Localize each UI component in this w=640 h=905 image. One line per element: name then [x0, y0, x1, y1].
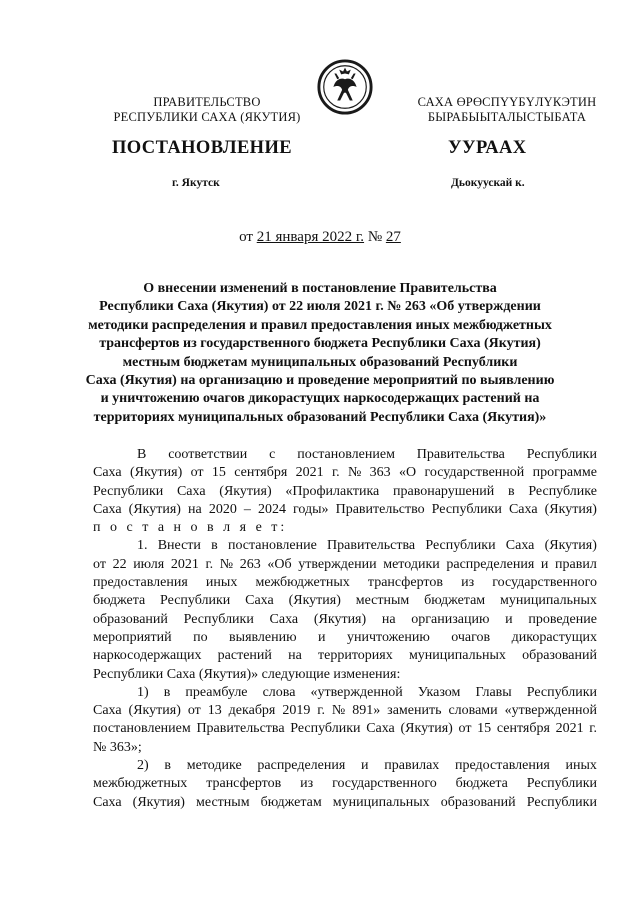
title-line: местным бюджетам муниципальных образований Республики [122, 354, 518, 370]
body-word: Саха [176, 483, 206, 499]
org-name-line: РЕСПУБЛИКИ САХА (ЯКУТИЯ) [113, 110, 301, 124]
body-word: уничтожению [347, 629, 430, 645]
body-word: выявлению [229, 629, 297, 645]
body-word: № [331, 703, 346, 719]
city-yakut: Дьокуускай к. [451, 177, 525, 189]
body-word: Правительства [327, 538, 416, 554]
body-line [93, 464, 597, 482]
body-word: слова [262, 684, 296, 700]
body-word: организацию [411, 611, 490, 627]
body-word: № [219, 556, 234, 572]
body-word: в [164, 758, 172, 774]
body-word: (Якутия) [313, 611, 367, 627]
body-word: (Якутия) [128, 703, 181, 719]
body-word: декабря [228, 703, 276, 719]
body-word: от [187, 703, 201, 719]
body-line [93, 537, 597, 555]
body-word: словами [448, 703, 498, 719]
body-word: «Об [267, 556, 292, 572]
body-word: от [458, 721, 472, 737]
body-word: Правительства [196, 721, 285, 737]
body-word: Республики [290, 721, 361, 737]
body-word: 2021 [170, 556, 199, 572]
body-line: № 363»; [93, 739, 142, 755]
body-word: Республики [526, 447, 597, 462]
document-title [80, 280, 560, 427]
body-word: № [347, 465, 362, 481]
org-name-yakut [382, 95, 632, 125]
title-line: Саха (Якутия) на организацию и проведение мероприятий по выявлению [85, 373, 555, 389]
body-word: трансфертов [367, 575, 443, 591]
body-word: программе [532, 465, 597, 481]
body-line: п о с т а н о в л я е т: [93, 520, 288, 536]
body-word: (Якутия) [219, 483, 272, 499]
body-word: июля [133, 556, 165, 572]
body-word: постановлением [93, 721, 191, 737]
body-word: соответствии [168, 447, 248, 462]
title-line: и уничтожению очагов дикорастущих наркосодержащих растений на [100, 391, 540, 407]
body-word: 2021 [555, 721, 584, 737]
body-word: постановлением [297, 447, 395, 462]
title-line: Республики Саха (Якутия) от 22 июля 2021 г. № 263 «Об утверждении [99, 299, 541, 315]
body-word: методике [186, 758, 242, 774]
org-name-russian [82, 95, 332, 125]
body-word: с [269, 447, 276, 462]
body-word: образований [522, 648, 597, 664]
body-word: правил [555, 556, 597, 572]
body-word: в [163, 684, 171, 700]
document-body [93, 446, 597, 812]
body-word: Республики [425, 538, 496, 554]
body-word: наркосодержащих [93, 648, 202, 664]
body-line [93, 501, 597, 519]
body-word: Саха [508, 501, 538, 517]
number-sign: № [367, 229, 383, 245]
body-word: муниципальных [332, 794, 430, 810]
body-word: 263 [239, 556, 261, 572]
body-word: «утвержденной [504, 703, 597, 719]
body-word: муниципальных [500, 593, 597, 609]
body-word: «Профилактика [285, 483, 380, 499]
body-word: постановление [227, 538, 317, 554]
body-word: Саха [93, 501, 122, 517]
body-word: 2024 [257, 501, 286, 517]
body-word: государственного [332, 776, 437, 792]
body-word: «утвержденной [310, 684, 403, 700]
body-word: и [318, 629, 326, 645]
doc-type-yakut: УУРААХ [448, 138, 527, 158]
body-word: на [288, 648, 302, 664]
body-word: иных [565, 758, 597, 774]
body-word: 15 [477, 721, 492, 737]
body-word: годы» [293, 501, 329, 517]
body-word: мероприятий [93, 629, 172, 645]
body-word: по [193, 629, 208, 645]
body-word: Саха [93, 703, 122, 719]
body-word: Республики [431, 501, 502, 517]
body-word: «О [399, 465, 417, 481]
body-word: методики [383, 556, 440, 572]
body-line: Республики Саха (Якутия)» следующие изменения: [93, 666, 401, 682]
body-word: (Якутия) [400, 721, 453, 737]
body-word: сентября [496, 721, 550, 737]
body-line [93, 611, 597, 629]
body-word: Указом [417, 684, 461, 700]
title-line: территориях муниципальных образований Республики Саха (Якутия)» [93, 409, 547, 425]
body-word: образований [440, 794, 516, 810]
body-word: 2019 [282, 703, 311, 719]
doc-type-russian: ПОСТАНОВЛЕНИЕ [112, 138, 293, 158]
body-word: Республики [526, 684, 597, 700]
body-word: правонарушений [393, 483, 495, 499]
body-line [93, 702, 597, 720]
body-word: местным [355, 593, 410, 609]
decree-number: 27 [385, 229, 401, 245]
body-word: бюджета [93, 593, 146, 609]
org-name-line: БЫРАБЫЫТАЛЫСТЫБАТА [427, 110, 587, 124]
body-word: Внести [157, 538, 201, 554]
body-word: из [461, 575, 475, 591]
body-word: (Якутия) [288, 593, 341, 609]
body-line [93, 574, 597, 592]
body-word: бюджета [455, 776, 508, 792]
body-word: и [505, 611, 513, 627]
body-word: очагов [451, 629, 491, 645]
body-word: Правительство [335, 501, 425, 517]
body-word: преамбуле [185, 684, 248, 700]
body-word: – [243, 501, 251, 517]
body-word: Главы [475, 684, 512, 700]
body-word: Саха [245, 593, 274, 609]
body-word: 363 [369, 465, 391, 481]
body-word: Саха [366, 721, 395, 737]
body-word: 2) [137, 758, 149, 774]
body-word: Республики [526, 794, 597, 810]
body-word: проведение [528, 611, 597, 627]
body-word: на [188, 501, 202, 517]
city-russian: г. Якутск [172, 177, 220, 189]
body-line [93, 629, 597, 647]
body-word: Республики [526, 776, 597, 792]
body-word: предоставления [455, 758, 550, 774]
body-word: 891» [352, 703, 381, 719]
body-word: (Якутия) [544, 501, 597, 517]
body-word: В [137, 447, 147, 462]
body-word: г. [331, 465, 340, 481]
body-word: и [361, 758, 369, 774]
body-word: межбюджетных [93, 776, 188, 792]
body-word: Саха [505, 538, 535, 554]
body-word: образований [93, 611, 168, 627]
body-word: от [190, 465, 204, 481]
body-word: (Якутия) [132, 794, 185, 810]
body-word: муниципальных [408, 648, 506, 664]
date-prefix: от [239, 229, 253, 245]
body-word: иных [205, 575, 238, 591]
body-word: г. [317, 703, 325, 719]
body-word: распределения [446, 556, 535, 572]
body-word: 1) [137, 684, 149, 700]
body-word: в [211, 538, 218, 554]
body-word: дикорастущих [511, 629, 597, 645]
body-word: 22 [112, 556, 127, 572]
body-word: (Якутия) [544, 538, 597, 554]
title-line: методики распределения и правил предоставления иных межбюджетных [88, 317, 552, 333]
body-word: территориях [318, 648, 393, 664]
decree-date: 21 января 2022 г. [256, 229, 365, 245]
body-line [93, 556, 597, 574]
body-word: предоставления [93, 575, 188, 591]
body-line [93, 446, 597, 464]
body-word: бюджетам [424, 593, 486, 609]
body-word: 2020 [208, 501, 237, 517]
body-line [93, 720, 597, 738]
body-word: сентября [234, 465, 288, 481]
body-word: (Якутия) [129, 465, 183, 481]
body-word: и [540, 556, 549, 572]
body-word: (Якутия) [128, 501, 181, 517]
body-word: утверждении [298, 556, 377, 572]
body-line [93, 483, 597, 501]
body-word: бюджетам [260, 794, 322, 810]
body-word: трансфертов [206, 776, 282, 792]
date-number-line [0, 229, 640, 246]
body-word: растений [217, 648, 272, 664]
body-word: г. [205, 556, 214, 572]
body-word: 1. [137, 538, 148, 554]
body-word: 15 [211, 465, 226, 481]
body-word: правилах [384, 758, 440, 774]
body-word: Республики [93, 483, 164, 499]
body-word: Саха [269, 611, 299, 627]
body-word: г. [589, 721, 597, 737]
body-line [93, 757, 597, 775]
body-word: местным [196, 794, 250, 810]
body-word: Республике [528, 483, 597, 499]
body-line [93, 794, 597, 812]
body-word: государственной [424, 465, 525, 481]
body-word: межбюджетных [255, 575, 350, 591]
title-line: трансфертов из государственного бюджета Республики Саха (Якутия) [99, 336, 541, 352]
body-word: Республики [183, 611, 254, 627]
body-line [93, 647, 597, 665]
body-word: в [507, 483, 515, 499]
body-word: государственного [492, 575, 597, 591]
body-word: из [300, 776, 314, 792]
title-line: О внесении изменений в постановление Правительства [143, 281, 497, 296]
body-word: Саха [93, 794, 122, 810]
body-word: Правительства [416, 447, 505, 462]
body-word: от [93, 556, 106, 572]
org-name-line: САХА ӨРӨСПҮҮБҮЛҮКЭТИН [417, 95, 597, 109]
body-word: распределения [257, 758, 346, 774]
body-line [93, 775, 597, 793]
body-word: заменить [387, 703, 442, 719]
body-word: на [381, 611, 396, 627]
body-line [93, 592, 597, 610]
body-word: Республики [160, 593, 231, 609]
body-word: Саха [93, 465, 122, 481]
org-name-line: ПРАВИТЕЛЬСТВО [153, 95, 261, 109]
body-word: 2021 [295, 465, 324, 481]
body-line [93, 684, 597, 702]
body-word: 13 [207, 703, 222, 719]
